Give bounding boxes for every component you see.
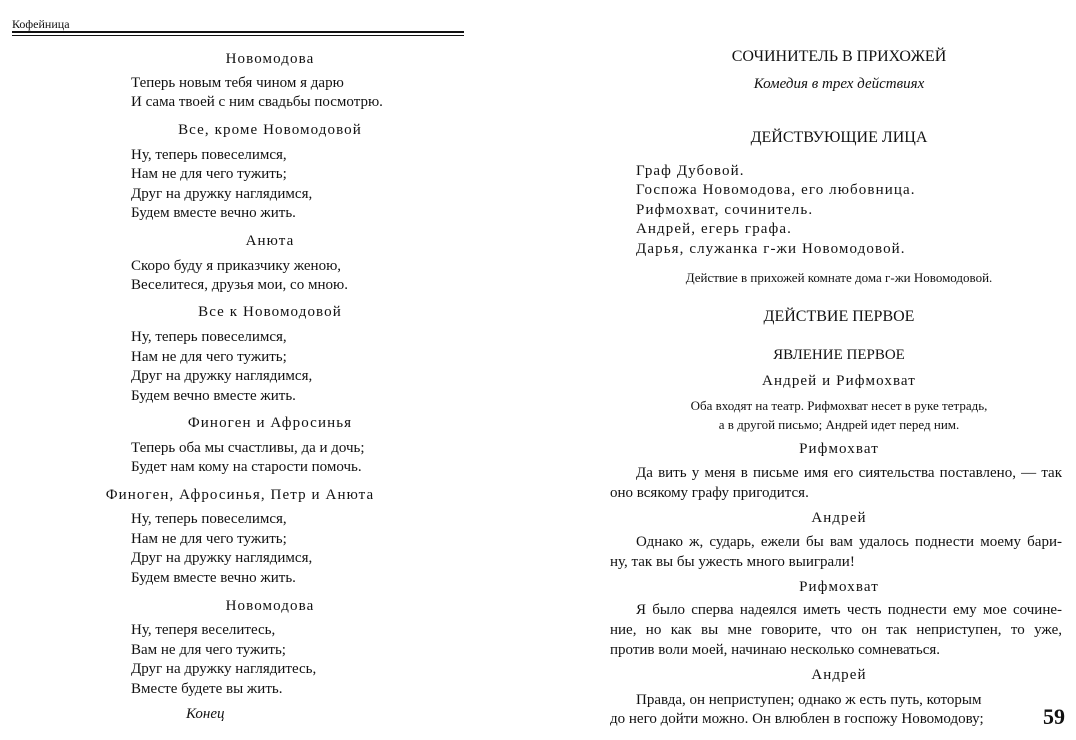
dialogue-line: против воли моей, начинаю несколько сомневаться. <box>610 642 940 658</box>
speaker-name: Все к Новомодовой <box>198 304 342 320</box>
verse-line: Будем вместе вечно жить. <box>131 205 296 221</box>
verse-line: Будем вечно вместе жить. <box>131 388 296 404</box>
speaker-name: Андрей <box>811 510 867 526</box>
speaker-name: Новомодова <box>225 598 315 614</box>
play-subtitle: Комедия в трех действиях <box>753 76 925 92</box>
verse-line: Друг на дружку наглядимся, <box>131 186 313 202</box>
verse-line: Будет нам кому на старости помочь. <box>131 459 362 475</box>
verse-line: И сама твоей с ним свадьбы посмотрю. <box>131 94 383 110</box>
dialogue-line: ние, но как вы мне говорите, что он так неприступен, то уже, <box>610 622 1062 638</box>
verse-line: Вместе будете вы жить. <box>131 681 283 697</box>
verse-line: Друг на дружку наглядимся, <box>131 550 313 566</box>
verse-line: Нам не для чего тужить; <box>131 349 287 365</box>
verse-line: Ну, теперь повеселимся, <box>131 329 287 345</box>
scene-characters: Андрей и Рифмохват <box>762 373 916 389</box>
left-page <box>0 0 476 740</box>
speaker-name: Все, кроме Новомодовой <box>178 122 362 138</box>
act-heading: ДЕЙСТВИЕ ПЕРВОЕ <box>763 308 915 325</box>
cast-member: Рифмохват, сочинитель. <box>636 202 814 218</box>
verse-line: Будем вместе вечно жить. <box>131 570 296 586</box>
verse-line: Друг на дружку наглядитесь, <box>131 661 317 677</box>
verse-line: Вам не для чего тужить; <box>131 642 286 658</box>
dialogue-line: Правда, он неприступен; однако ж есть путь, которым <box>636 692 982 708</box>
dialogue-line: ну, так вы бы ужесть много выиграли! <box>610 554 855 570</box>
speaker-name: Анюта <box>245 233 295 249</box>
verse-line: Нам не для чего тужить; <box>131 531 287 547</box>
right-page <box>596 0 1076 740</box>
speaker-name: Андрей <box>811 667 867 683</box>
verse-line: Ну, теперя веселитесь, <box>131 622 276 638</box>
verse-line: Теперь новым тебя чином я дарю <box>131 75 344 91</box>
verse-line: Ну, теперь повеселимся, <box>131 147 287 163</box>
stage-direction: а в другой письмо; Андрей идет перед ним. <box>718 417 960 432</box>
stage-direction: Оба входят на театр. Рифмохват несет в руке тетрадь, <box>690 398 988 413</box>
speaker-name: Финоген, Афросинья, Петр и Анюта <box>105 487 375 503</box>
speaker-name: Новомодова <box>225 51 315 67</box>
cast-member: Дарья, служанка г-жи Новомодовой. <box>636 241 906 257</box>
setting-note: Действие в прихожей комнате дома г-жи Новомодовой. <box>685 270 993 285</box>
end-mark: Конец <box>186 706 225 722</box>
dialogue-line: Однако ж, сударь, ежели бы вам удалось поднести моему бари- <box>636 534 1062 550</box>
verse-line: Скоро буду я приказчику женою, <box>131 258 342 274</box>
cast-member: Госпожа Новомодова, его любовница. <box>636 182 916 198</box>
dialogue-line: Да вить у меня в письме имя его сиятельства поставлено, — так <box>636 465 1062 481</box>
verse-line: Теперь оба мы счастливы, да и дочь; <box>131 440 365 456</box>
verse-line: Веселитеся, друзья мои, со мною. <box>131 277 348 293</box>
verse-line: Нам не для чего тужить; <box>131 166 287 182</box>
cast-member: Андрей, егерь графа. <box>636 221 792 237</box>
verse-line: Ну, теперь повеселимся, <box>131 511 287 527</box>
dialogue-line: Я было сперва надеялся иметь честь поднести ему мое сочине- <box>636 602 1062 618</box>
dialogue-line: оно всякому графу пригодится. <box>610 485 809 501</box>
cast-heading: ДЕЙСТВУЮЩИЕ ЛИЦА <box>750 129 928 146</box>
page-number: 59 <box>1043 704 1065 729</box>
speaker-name: Финоген и Афросинья <box>187 415 353 431</box>
speaker-name: Рифмохват <box>799 579 879 595</box>
speaker-name: Рифмохват <box>799 441 879 457</box>
dialogue-line: до него дойти можно. Он влюблен в госпожу Новомодову; <box>610 711 984 727</box>
cast-member: Граф Дубовой. <box>636 163 745 179</box>
scene-heading: ЯВЛЕНИЕ ПЕРВОЕ <box>773 347 905 363</box>
running-head: Кофейница <box>12 17 70 31</box>
play-title: СОЧИНИТЕЛЬ В ПРИХОЖЕЙ <box>731 48 947 65</box>
verse-line: Друг на дружку наглядимся, <box>131 368 313 384</box>
